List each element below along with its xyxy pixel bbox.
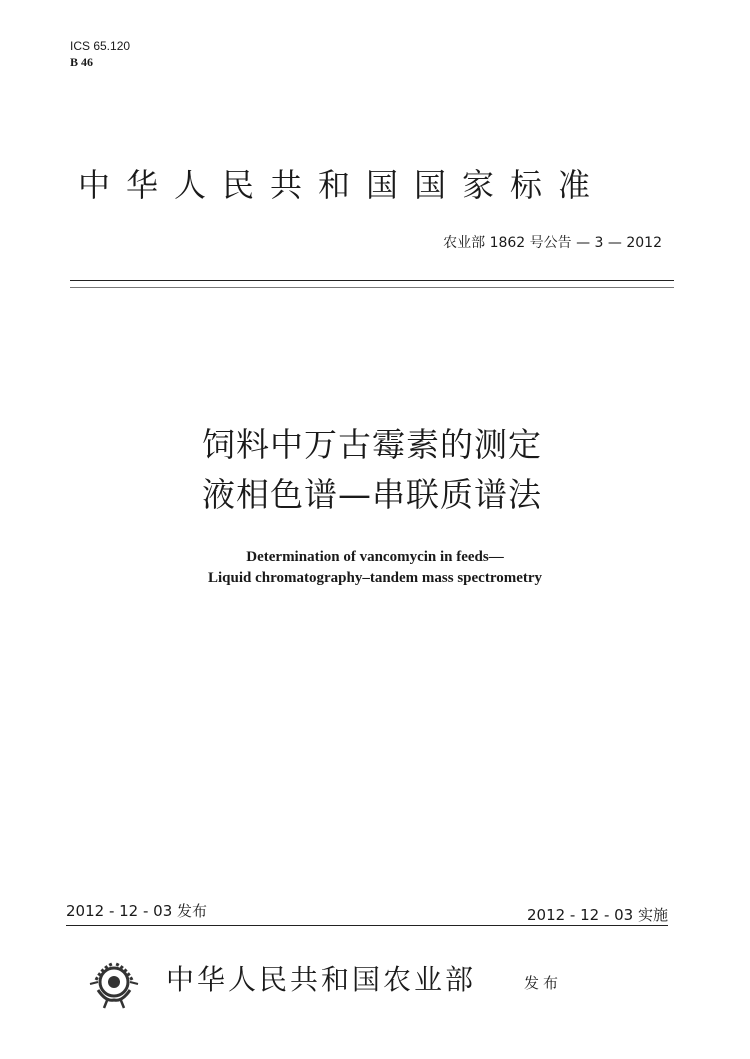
national-standard-title: 中华人民共和国国家标准 <box>78 166 607 204</box>
ministry-emblem-icon <box>82 950 146 1014</box>
document-title-zh <box>202 420 542 520</box>
document-title-en <box>120 547 630 589</box>
header-divider <box>70 280 674 281</box>
header-divider-thin <box>70 287 674 288</box>
classification-codes <box>70 38 130 70</box>
ccs-code: B 46 <box>70 55 94 69</box>
ministry-name: 中华人民共和国农业部 <box>166 963 477 996</box>
ics-code: ICS 65.120 <box>70 39 131 53</box>
title-en-line-2: Liquid chromatography–tandem mass spectrometry <box>207 570 543 586</box>
publish-label: 发布 <box>524 974 563 992</box>
issue-date: 2012 - 12 - 03 发布 <box>66 902 208 920</box>
title-zh-line-1: 饲料中万古霉素的测定 <box>202 425 542 464</box>
standard-number: 农业部 1862 号公告 — 3 — 2012 <box>443 235 662 251</box>
footer-divider <box>66 925 668 926</box>
title-zh-line-2: 液相色谱—串联质谱法 <box>202 475 542 514</box>
title-en-line-1: Determination of vancomycin in feeds— <box>246 549 504 565</box>
implementation-date: 2012 - 12 - 03 实施 <box>526 906 668 924</box>
